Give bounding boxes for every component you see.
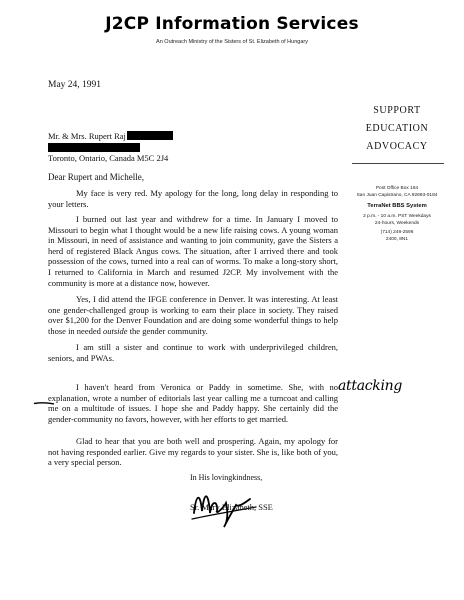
paragraph-4: I am still a sister and continue to work with underprivileged children, seniors, and PWAs.: [48, 342, 338, 363]
bbs-hours-weekends: 24-hours, Weekends: [374, 220, 420, 226]
bbs-hours-weekdays: 2 p.m. - 10 a.m. PST Weekdays: [363, 214, 431, 219]
bbs-title: TerraNet BBS System: [367, 203, 427, 209]
closing: In His lovingkindness,: [190, 473, 263, 482]
signer-name: Sr. Mary Elizabeth, SSE: [190, 502, 273, 512]
sidebar-divider: [352, 163, 444, 164]
motto-education: EDUCATION: [365, 123, 429, 134]
paragraph-2: I burned out last year and withdrew for a time. In January I moved to Missouri to begin what I thought would be a new life raising cows. A young woman in Missouri, in need of assistance and wanting to join community, gave the Sisters a herd of registered Black Angus cows. The situation, after I arrived there and took possession of the cows, turned into a real can of worms. To make a long-story short, I returned to California in March and resumed J2CP. My involvement with the community is more at a distance now, however.: [48, 214, 338, 288]
motto-support: SUPPORT: [373, 105, 421, 116]
redaction-bar: [48, 143, 140, 152]
paragraph-1: My face is very red. My apology for the long, long delay in responding to your letters.: [48, 188, 338, 209]
handwritten-note: attacking: [338, 378, 403, 394]
bbs-baud: 2400, 8N1: [385, 236, 409, 242]
salutation: Dear Rupert and Michelle,: [48, 172, 144, 182]
org-tagline: An Outreach Ministry of the Sisters of St. Elizabeth of Hungary: [156, 39, 308, 45]
motto-advocacy: ADVOCACY: [366, 141, 428, 152]
recipient-name: Mr. & Mrs. Rupert Raj: [48, 131, 126, 141]
org-name: J2CP Information Services: [105, 14, 359, 34]
motto-block: [342, 102, 452, 156]
letter-date: May 24, 1991: [48, 80, 102, 90]
city-address: San Juan Capistrano, CA 92693-0184: [356, 193, 438, 198]
recipient-city: Toronto, Ontario, Canada M5C 2J4: [48, 153, 169, 163]
bbs-phone: (714) 248-2596: [380, 230, 414, 235]
paragraph-3: Yes, I did attend the IFGE conference in Denver. It was interesting. At least one gender-challenged group is working to earn their place in society. They raised over $1,200 for the Denver Foundation and are doing some wonderful things to help those in needed outside the gender community.: [48, 294, 338, 336]
strikethrough-mark: [34, 402, 54, 405]
paragraph-6: Glad to hear that you are both well and prospering. Again, my apology for not having responded earlier. Give my regards to your sister. She is, like both of you, a very special person.: [48, 436, 338, 468]
emphasis-outside: outside: [103, 325, 128, 336]
recipient-name-line: [48, 131, 173, 141]
po-box: Post Office Box 184: [375, 186, 419, 191]
redaction-bar: [127, 131, 173, 140]
recipient-city-line: [48, 143, 168, 163]
paragraph-5: I haven't heard from Veronica or Paddy in sometime. She, with no explanation, wrote a number of editorials last year calling me a turncoat and calling me on a multitude of issues. I hope she and Paddy happy. She certainly did the gender-community no favors, however, with her efforts to get married.: [48, 382, 338, 424]
